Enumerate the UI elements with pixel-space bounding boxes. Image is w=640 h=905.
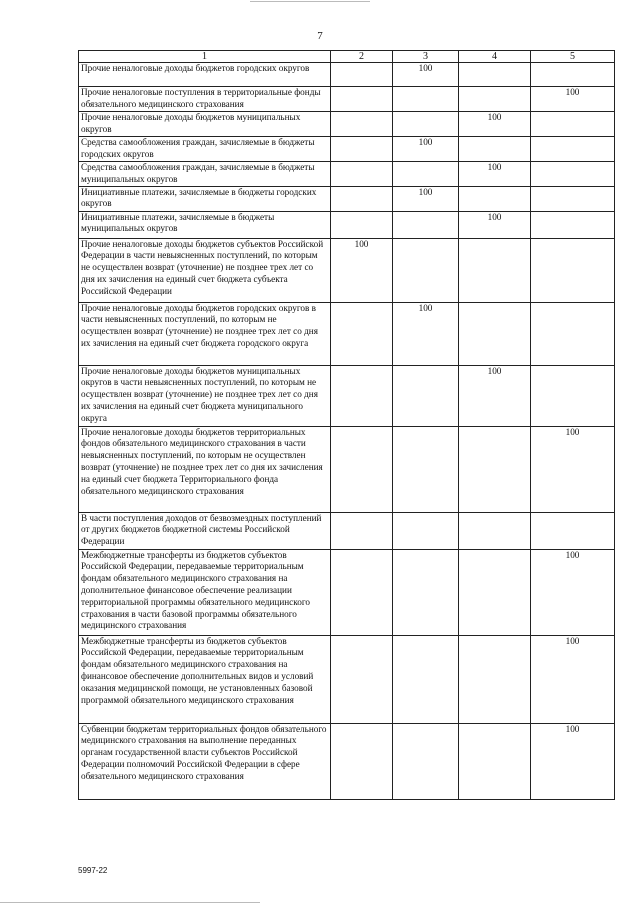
cell-col5: [531, 512, 615, 549]
cell-col4: [459, 302, 531, 365]
cell-col5: [531, 112, 615, 137]
column-header: 5: [531, 51, 615, 63]
row-label: Субвенции бюджетам территориальных фондов обязательного медицинского страхования на выполнение переданных органам государственной власти субъектов Российской Федерации полномочий Российской Федерации в сфере обязательного медицинского страхования: [79, 723, 331, 799]
cell-col2: [331, 162, 393, 187]
cell-col3: [393, 512, 459, 549]
row-label: Прочие неналоговые доходы бюджетов муниципальных округов в части невыясненных поступлений, по которым не осуществлен возврат (уточнение) не позднее трех лет со дня их зачисления на единый счет бюджета муниципального округа: [79, 365, 331, 426]
cell-col5: [531, 211, 615, 238]
table-row: [79, 723, 615, 799]
table-header-row: [79, 51, 615, 63]
cell-col4: [459, 137, 531, 162]
cell-col4: [459, 512, 531, 549]
cell-col3: 100: [393, 186, 459, 211]
cell-col2: [331, 365, 393, 426]
cell-col2: [331, 186, 393, 211]
cell-col5: [531, 186, 615, 211]
cell-col5: [531, 365, 615, 426]
scan-artifact-line: [250, 1, 370, 2]
row-label: Межбюджетные трансферты из бюджетов субъектов Российской Федерации, передаваемые территориальным фондам обязательного медицинского страхования на дополнительное финансовое обеспечение реализации территориальной программы обязательного медицинского страхования в части базовой программы обязательного медицинского страхования: [79, 549, 331, 635]
cell-col4: 100: [459, 112, 531, 137]
cell-col3: [393, 112, 459, 137]
row-label: В части поступления доходов от безвозмездных поступлений от других бюджетов бюджетной системы Российской Федерации: [79, 512, 331, 549]
cell-col2: [331, 549, 393, 635]
row-label: Прочие неналоговые доходы бюджетов городских округов в части невыясненных поступлений, по которым не осуществлен возврат (уточнение) не позднее трех лет со дня их зачисления на единый счет бюджета городского округа: [79, 302, 331, 365]
table-row: [79, 426, 615, 512]
cell-col2: [331, 426, 393, 512]
document-code: 5997-22: [78, 866, 108, 875]
table-row: [79, 112, 615, 137]
table-row: [79, 512, 615, 549]
table-row: [79, 162, 615, 187]
table-row: [79, 635, 615, 723]
cell-col3: [393, 723, 459, 799]
cell-col4: 100: [459, 365, 531, 426]
cell-col4: [459, 549, 531, 635]
cell-col4: [459, 635, 531, 723]
column-header: 4: [459, 51, 531, 63]
cell-col2: [331, 723, 393, 799]
cell-col5: 100: [531, 549, 615, 635]
table-row: [79, 238, 615, 302]
cell-col3: 100: [393, 302, 459, 365]
cell-col4: [459, 238, 531, 302]
cell-col3: [393, 162, 459, 187]
table-row: [79, 186, 615, 211]
row-label: Прочие неналоговые доходы бюджетов территориальных фондов обязательного медицинского страхования в части невыясненных поступлений, по которым не осуществлен возврат (уточнение) не позднее трех лет со дня их зачисления на единый счет бюджета Территориального фонда обязательного медицинского страхования: [79, 426, 331, 512]
cell-col2: [331, 512, 393, 549]
cell-col2: [331, 112, 393, 137]
cell-col5: [531, 238, 615, 302]
cell-col4: [459, 723, 531, 799]
cell-col5: 100: [531, 87, 615, 112]
table-row: [79, 211, 615, 238]
row-label: Средства самообложения граждан, зачисляемые в бюджеты муниципальных округов: [79, 162, 331, 187]
cell-col3: [393, 211, 459, 238]
cell-col5: [531, 63, 615, 87]
row-label: Инициативные платежи, зачисляемые в бюджеты муниципальных округов: [79, 211, 331, 238]
cell-col3: [393, 426, 459, 512]
row-label: Межбюджетные трансферты из бюджетов субъектов Российской Федерации, передаваемые территориальным фондам обязательного медицинского страхования на финансовое обеспечение дополнительных видов и условий оказания медицинской помощи, не установленных базовой программой обязательного медицинского страхования: [79, 635, 331, 723]
cell-col4: [459, 186, 531, 211]
table-row: [79, 302, 615, 365]
page-number: 7: [317, 30, 323, 42]
cell-col5: [531, 162, 615, 187]
column-header: 3: [393, 51, 459, 63]
cell-col4: [459, 63, 531, 87]
row-label: Прочие неналоговые доходы бюджетов городских округов: [79, 63, 331, 87]
cell-col4: 100: [459, 162, 531, 187]
cell-col5: 100: [531, 635, 615, 723]
cell-col5: 100: [531, 426, 615, 512]
cell-col5: [531, 302, 615, 365]
cell-col2: [331, 63, 393, 87]
cell-col2: [331, 87, 393, 112]
cell-col5: [531, 137, 615, 162]
table-row: [79, 63, 615, 87]
cell-col4: 100: [459, 211, 531, 238]
cell-col3: [393, 635, 459, 723]
row-label: Средства самообложения граждан, зачисляемые в бюджеты городских округов: [79, 137, 331, 162]
table-row: [79, 87, 615, 112]
cell-col2: 100: [331, 238, 393, 302]
cell-col3: [393, 238, 459, 302]
cell-col2: [331, 635, 393, 723]
cell-col3: [393, 87, 459, 112]
cell-col3: [393, 549, 459, 635]
table-row: [79, 365, 615, 426]
cell-col4: [459, 87, 531, 112]
table-row: [79, 137, 615, 162]
column-header: 2: [331, 51, 393, 63]
row-label: Прочие неналоговые поступления в территориальные фонды обязательного медицинского страхования: [79, 87, 331, 112]
row-label: Инициативные платежи, зачисляемые в бюджеты городских округов: [79, 186, 331, 211]
cell-col3: 100: [393, 63, 459, 87]
row-label: Прочие неналоговые доходы бюджетов муниципальных округов: [79, 112, 331, 137]
table-row: [79, 549, 615, 635]
column-header: 1: [79, 51, 331, 63]
scan-artifact-line: [0, 902, 260, 903]
cell-col2: [331, 302, 393, 365]
row-label: Прочие неналоговые доходы бюджетов субъектов Российской Федерации в части невыясненных поступлений, по которым не осуществлен возврат (уточнение) не позднее трех лет со дня их зачисления на единый счет бюджета субъекта Российской Федерации: [79, 238, 331, 302]
cell-col3: 100: [393, 137, 459, 162]
revenue-distribution-table: [78, 50, 615, 800]
cell-col3: [393, 365, 459, 426]
cell-col2: [331, 211, 393, 238]
cell-col2: [331, 137, 393, 162]
cell-col4: [459, 426, 531, 512]
cell-col5: 100: [531, 723, 615, 799]
